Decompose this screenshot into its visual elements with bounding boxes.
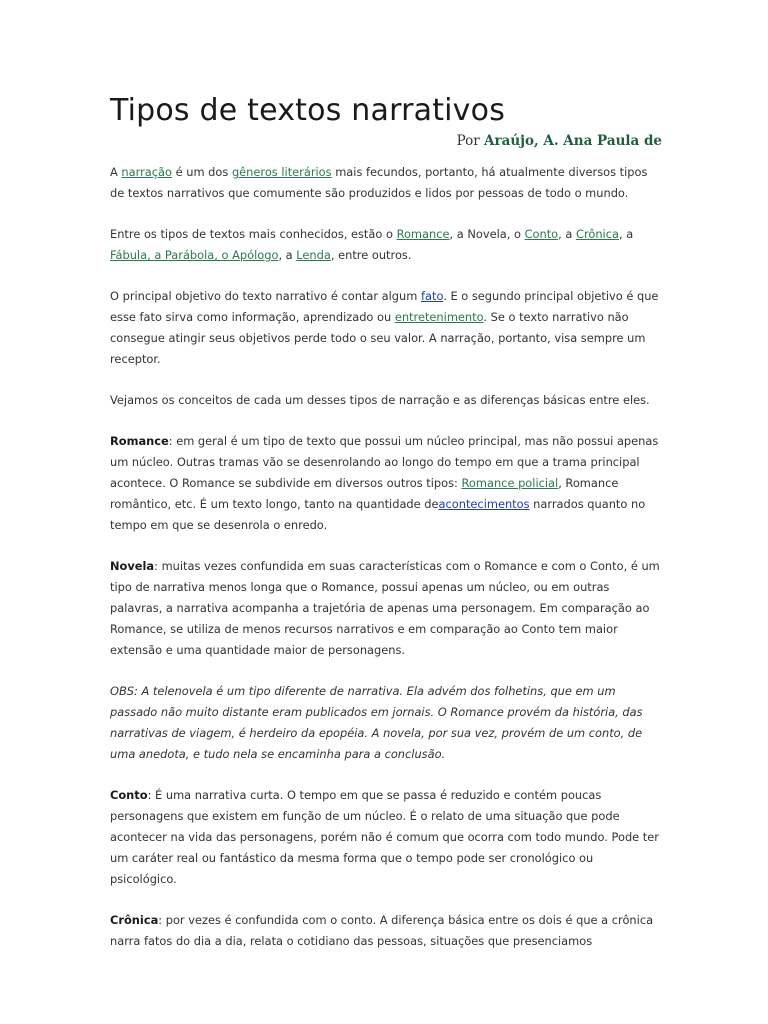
text: , a bbox=[618, 227, 634, 241]
term-novela: Novela bbox=[110, 559, 155, 573]
link-romance-policial[interactable]: Romance policial bbox=[461, 476, 559, 490]
text: é um dos bbox=[171, 165, 232, 179]
text: : É uma narrativa curta. O tempo em que se passa é reduzido e contém poucas personagens que existem em função de um núcleo. É o relato de uma situação que pode acontecer na vida das personagens, porém não é comum que ocorra com todo mundo. Pode ter um caráter real ou fantástico da mesma forma que o tempo pode ser cronológico ou psicológico. bbox=[110, 788, 659, 886]
link-fabula-parabola-apologo[interactable]: Fábula, a Parábola, o Apólogo bbox=[110, 248, 279, 262]
paragraph-concepts bbox=[110, 390, 662, 411]
text: O principal objetivo do texto narrativo é contar algum bbox=[110, 289, 421, 303]
link-entretenimento[interactable]: entretenimento bbox=[394, 310, 484, 324]
text: , a bbox=[558, 227, 576, 241]
text: : muitas vezes confundida em suas características com o Romance e com o Conto, é um tipo de narrativa menos longa que o Romance, possui apenas um núcleo, ou em outras palavras, a narrativa acompanha a trajetória de apenas uma personagem. Em comparação ao Romance, se utiliza de menos recursos narrativos e em comparação ao Conto tem maior extensão e uma quantidade maior de personagens. bbox=[110, 559, 660, 657]
text: OBS: A telenovela é um tipo diferente de narrativa. Ela advém dos folhetins, que em um passado não muito distante eram publicados em jornais. O Romance provém da história, das narrativas de viagem, é herdeiro da epopéia. A novela, por sua vez, provém de um conto, de uma anedota, e tudo nela se encaminha para a conclusão. bbox=[110, 684, 643, 761]
paragraph-romance bbox=[110, 431, 662, 536]
byline bbox=[110, 130, 662, 152]
text: Vejamos os conceitos de cada um desses tipos de narração e as diferenças básicas entre eles. bbox=[110, 393, 650, 407]
link-fato[interactable]: fato bbox=[420, 289, 444, 303]
term-conto: Conto bbox=[110, 788, 148, 802]
text: mais fecundos, portanto, há atualmente diversos tipos de textos narrativos que comumente são produzidos e lidos por pessoas de todo o mundo. bbox=[110, 165, 648, 200]
term-romance: Romance bbox=[110, 434, 169, 448]
paragraph-objective bbox=[110, 286, 662, 370]
byline-author: Araújo, A. Ana Paula de bbox=[483, 133, 662, 149]
paragraph-cronica bbox=[110, 910, 662, 952]
link-generos-literarios[interactable]: gêneros literários bbox=[231, 165, 332, 179]
byline-prefix: Por bbox=[456, 133, 484, 149]
text: , Romance romântico, etc. É um texto longo, tanto na quantidade de bbox=[110, 476, 619, 511]
text: . E o segundo principal objetivo é que esse fato sirva como informação, aprendizado ou bbox=[110, 289, 659, 324]
text: narrados quanto no tempo em que se desenrola o enredo. bbox=[110, 497, 646, 532]
paragraph-types bbox=[110, 224, 662, 266]
link-conto[interactable]: Conto bbox=[524, 227, 559, 241]
paragraph-obs bbox=[110, 681, 662, 765]
link-cronica[interactable]: Crônica bbox=[575, 227, 619, 241]
paragraph-intro bbox=[110, 162, 662, 204]
paragraph-novela bbox=[110, 556, 662, 661]
text: , a bbox=[278, 248, 297, 262]
term-cronica: Crônica bbox=[110, 913, 159, 927]
link-romance[interactable]: Romance bbox=[396, 227, 450, 241]
text: , a Novela, o bbox=[449, 227, 525, 241]
article bbox=[110, 92, 662, 972]
text: Entre os tipos de textos mais conhecidos, estão o bbox=[110, 227, 397, 241]
text: . Se o texto narrativo não consegue atingir seus objetivos perde todo o seu valor. A narração, portanto, visa sempre um receptor. bbox=[110, 310, 646, 366]
link-narracao[interactable]: narração bbox=[121, 165, 172, 179]
text: : por vezes é confundida com o conto. A diferença básica entre os dois é que a crônica narra fatos do dia a dia, relata o cotidiano das pessoas, situações que presenciamos bbox=[110, 913, 654, 948]
link-lenda[interactable]: Lenda bbox=[296, 248, 331, 262]
text: , entre outros. bbox=[330, 248, 412, 262]
text: A bbox=[110, 165, 122, 179]
link-acontecimentos[interactable]: acontecimentos bbox=[438, 497, 530, 511]
text: : em geral é um tipo de texto que possui um núcleo principal, mas não possui apenas um núcleo. Outras tramas vão se desenrolando ao longo do tempo em que a trama principal acontece. O Romance se subdivide em diversos outros tipos: bbox=[110, 434, 659, 490]
paragraph-conto bbox=[110, 785, 662, 890]
page-title: Tipos de textos narrativos bbox=[110, 93, 506, 128]
